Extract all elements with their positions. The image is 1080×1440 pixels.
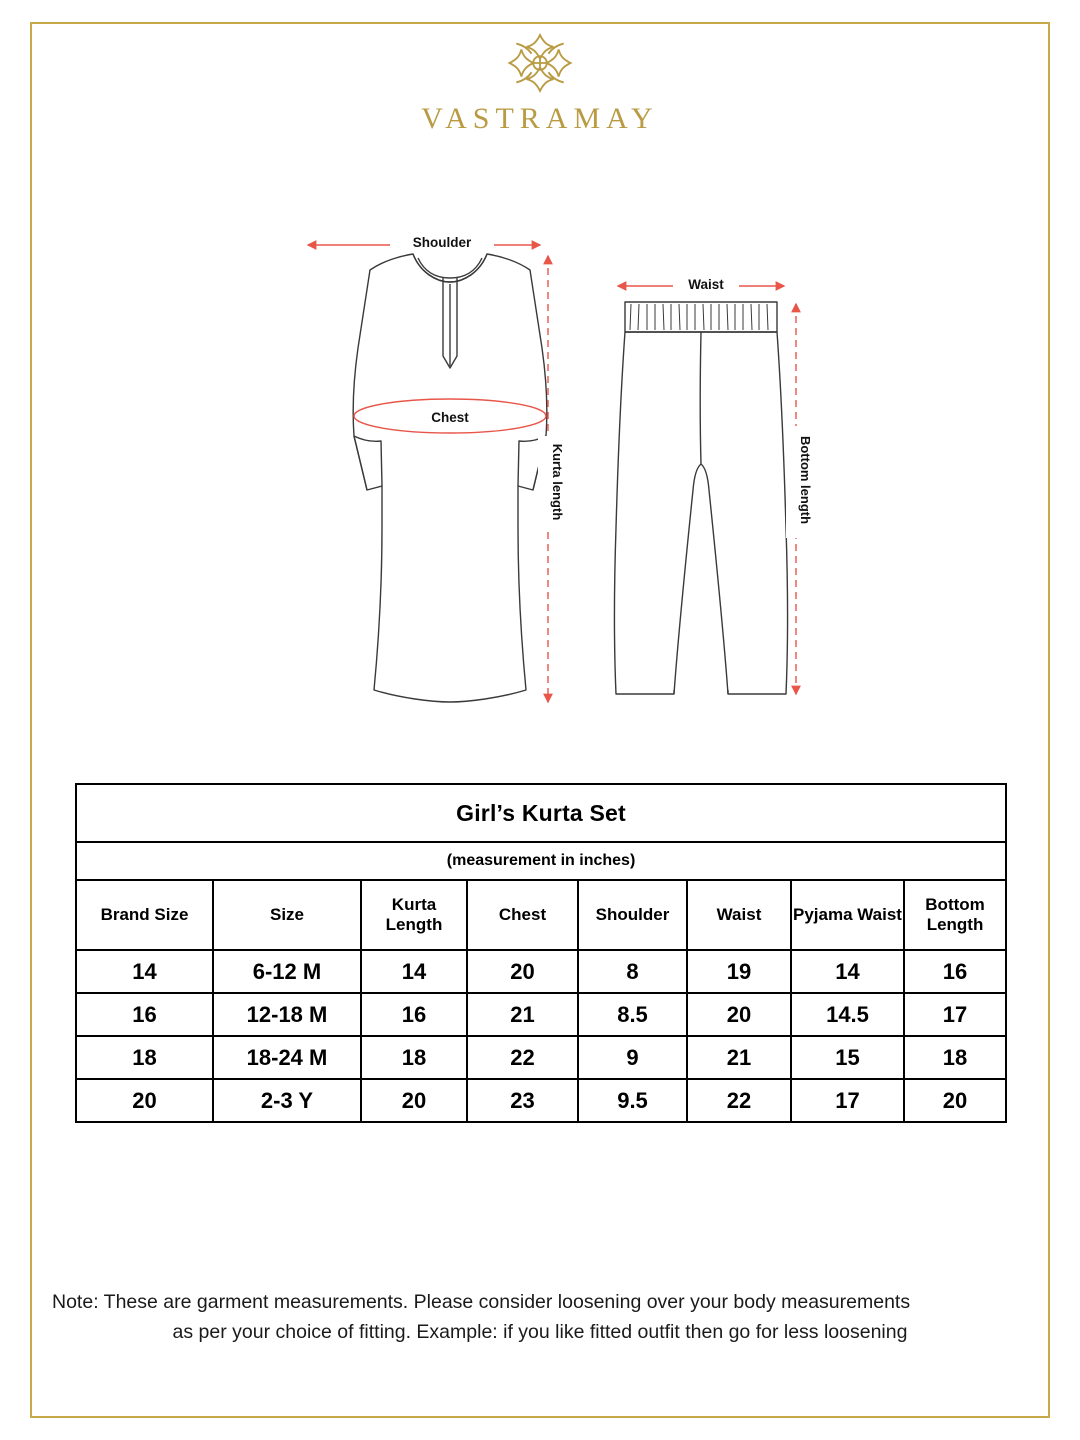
cell-shoulder: 8.5: [578, 993, 687, 1036]
cell-pyjama-waist: 17: [791, 1079, 904, 1122]
table-subtitle: (measurement in inches): [76, 842, 1006, 880]
table-row: [76, 950, 1006, 993]
cell-bottom-length: 18: [904, 1036, 1006, 1079]
cell-chest: 22: [467, 1036, 578, 1079]
cell-waist: 20: [687, 993, 791, 1036]
table-row: [76, 1079, 1006, 1122]
cell-kurta-length: 16: [361, 993, 467, 1036]
note-line-1: Note: These are garment measurements. Please consider loosening over your body measurements: [52, 1291, 911, 1313]
cell-pyjama-waist: 14.5: [791, 993, 904, 1036]
cell-waist: 19: [687, 950, 791, 993]
cell-bottom-length: 20: [904, 1079, 1006, 1122]
note-line-2: as per your choice of fitting. Example: if you like fitted outfit then go for less loosening: [172, 1321, 908, 1344]
cell-size: 6-12 M: [213, 950, 361, 993]
cell-brand-size: 18: [76, 1036, 213, 1079]
table-header-row: [76, 880, 1006, 950]
cell-waist: 22: [687, 1079, 791, 1122]
cell-shoulder: 8: [578, 950, 687, 993]
label-kurta-length: Kurta length: [550, 443, 565, 521]
column-header-size: Size: [213, 880, 361, 950]
label-waist: Waist: [688, 277, 724, 292]
cell-size: 18-24 M: [213, 1036, 361, 1079]
cell-kurta-length: 14: [361, 950, 467, 993]
column-header-pyjama-waist: Pyjama Waist: [791, 880, 904, 950]
cell-brand-size: 20: [76, 1079, 213, 1122]
measurement-note: [52, 1287, 1028, 1347]
cell-brand-size: 14: [76, 950, 213, 993]
brand-name: VASTRAMAY: [421, 102, 659, 135]
table-row: [76, 1036, 1006, 1079]
cell-bottom-length: 17: [904, 993, 1006, 1036]
size-table-wrapper: [75, 783, 1005, 1123]
column-header-bottom-length: Bottom Length: [904, 880, 1006, 950]
cell-brand-size: 16: [76, 993, 213, 1036]
cell-shoulder: 9.5: [578, 1079, 687, 1122]
column-header-chest: Chest: [467, 880, 578, 950]
column-header-brand-size: Brand Size: [76, 880, 213, 950]
column-header-waist: Waist: [687, 880, 791, 950]
label-shoulder: Shoulder: [412, 235, 472, 250]
ornamental-star-logo-icon: [497, 30, 583, 96]
column-header-kurta-length: Kurta Length: [361, 880, 467, 950]
cell-bottom-length: 16: [904, 950, 1006, 993]
column-header-shoulder: Shoulder: [578, 880, 687, 950]
table-subtitle-row: [76, 842, 1006, 880]
label-bottom-length: Bottom length: [798, 435, 813, 525]
cell-size: 12-18 M: [213, 993, 361, 1036]
cell-chest: 23: [467, 1079, 578, 1122]
size-table: [75, 783, 1007, 1123]
cell-shoulder: 9: [578, 1036, 687, 1079]
cell-chest: 21: [467, 993, 578, 1036]
brand-header: [0, 30, 1080, 136]
table-row: [76, 993, 1006, 1036]
table-title-row: [76, 784, 1006, 842]
cell-size: 2-3 Y: [213, 1079, 361, 1122]
cell-pyjama-waist: 15: [791, 1036, 904, 1079]
label-chest: Chest: [431, 410, 469, 425]
cell-kurta-length: 18: [361, 1036, 467, 1079]
garment-diagram: [250, 228, 850, 738]
table-title: Girl’s Kurta Set: [76, 784, 1006, 842]
cell-kurta-length: 20: [361, 1079, 467, 1122]
cell-chest: 20: [467, 950, 578, 993]
cell-waist: 21: [687, 1036, 791, 1079]
cell-pyjama-waist: 14: [791, 950, 904, 993]
